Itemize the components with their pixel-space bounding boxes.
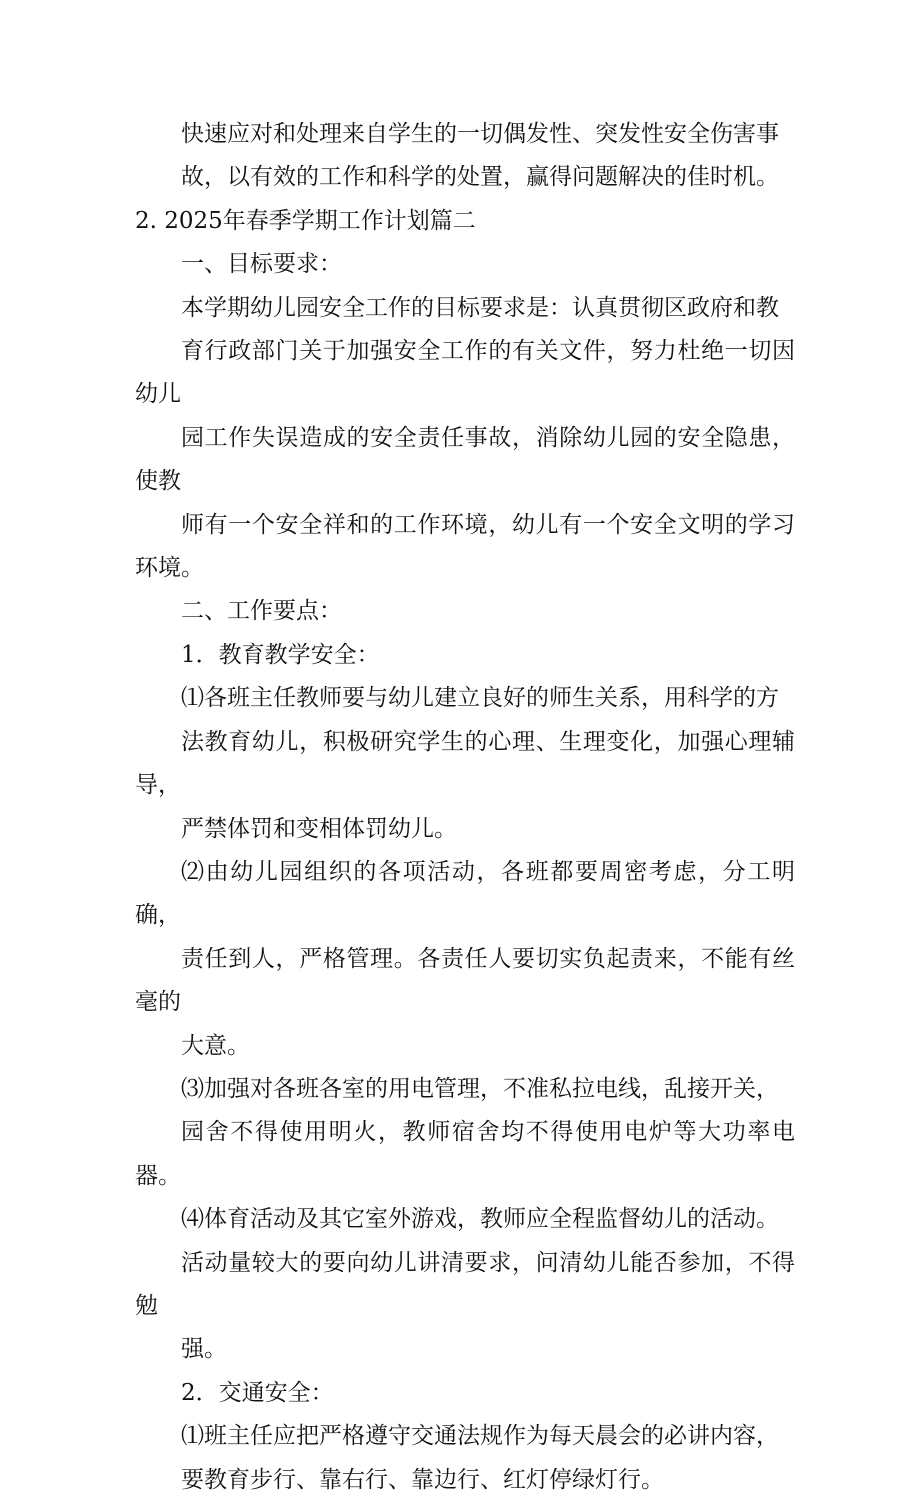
text-line: 2. 2025年春季学期工作计划篇二	[135, 207, 476, 234]
text-line: 园工作失误造成的安全责任事故，消除幼儿园的安全隐患，使教	[135, 424, 795, 495]
text-line: 快速应对和处理来自学生的一切偶发性、突发性安全伤害事	[181, 121, 779, 147]
paragraph	[135, 1415, 795, 1502]
text-line: 责任到人，严格管理。各责任人要切实负起责来，不能有丝毫的	[135, 945, 795, 1016]
paragraph	[135, 287, 795, 591]
text-line: 法教育幼儿，积极研究学生的心理、生理变化，加强心理辅导，	[135, 728, 795, 799]
text-line: 严禁体罚和变相体罚幼儿。	[181, 815, 457, 842]
text-line: 大意。	[181, 1032, 250, 1059]
paragraph	[135, 634, 795, 677]
text-line: 强。	[181, 1336, 227, 1363]
paragraph	[135, 1068, 795, 1198]
text-line: ⑶加强对各班各室的用电管理，不准私拉电线，乱接开关，	[181, 1075, 779, 1102]
text-line: 园舍不得使用明火，教师宿舍均不得使用电炉等大功率电器。	[135, 1119, 795, 1189]
paragraph	[135, 200, 795, 243]
text-line: 2．交通安全：	[181, 1379, 334, 1406]
paragraph	[135, 1372, 795, 1415]
text-line: 育行政部门关于加强安全工作的有关文件，努力杜绝一切因幼儿	[135, 338, 795, 408]
text-line: ⑴班主任应把严格遵守交通法规作为每天晨会的必讲内容，	[181, 1423, 779, 1450]
text-line: ⑷体育活动及其它室外游戏，教师应全程监督幼儿的活动。	[181, 1206, 779, 1233]
text-line: 一、目标要求：	[181, 251, 342, 278]
paragraph	[135, 113, 795, 200]
document-body	[135, 113, 795, 1502]
text-line: 活动量较大的要向幼儿讲清要求，问清幼儿能否参加，不得勉	[135, 1249, 795, 1319]
text-line: 要教育步行、靠右行、靠边行、红灯停绿灯行。	[181, 1466, 664, 1493]
text-line: ⑴各班主任教师要与幼儿建立良好的师生关系，用科学的方	[181, 685, 779, 712]
paragraph	[135, 1198, 795, 1372]
paragraph	[135, 851, 795, 1068]
paragraph	[135, 677, 795, 851]
text-line: 故，以有效的工作和科学的处置，赢得问题解决的佳时机。	[181, 164, 779, 191]
paragraph	[135, 243, 795, 286]
text-line: ⑵由幼儿园组织的各项活动，各班都要周密考虑，分工明确，	[135, 858, 795, 929]
text-line: 二、工作要点：	[181, 598, 342, 625]
paragraph	[135, 590, 795, 633]
text-line: 1．教育教学安全：	[181, 641, 380, 668]
text-line: 本学期幼儿园安全工作的目标要求是：认真贯彻区政府和教	[181, 294, 779, 321]
text-line: 师有一个安全祥和的工作环境，幼儿有一个安全文明的学习环境。	[135, 511, 795, 582]
